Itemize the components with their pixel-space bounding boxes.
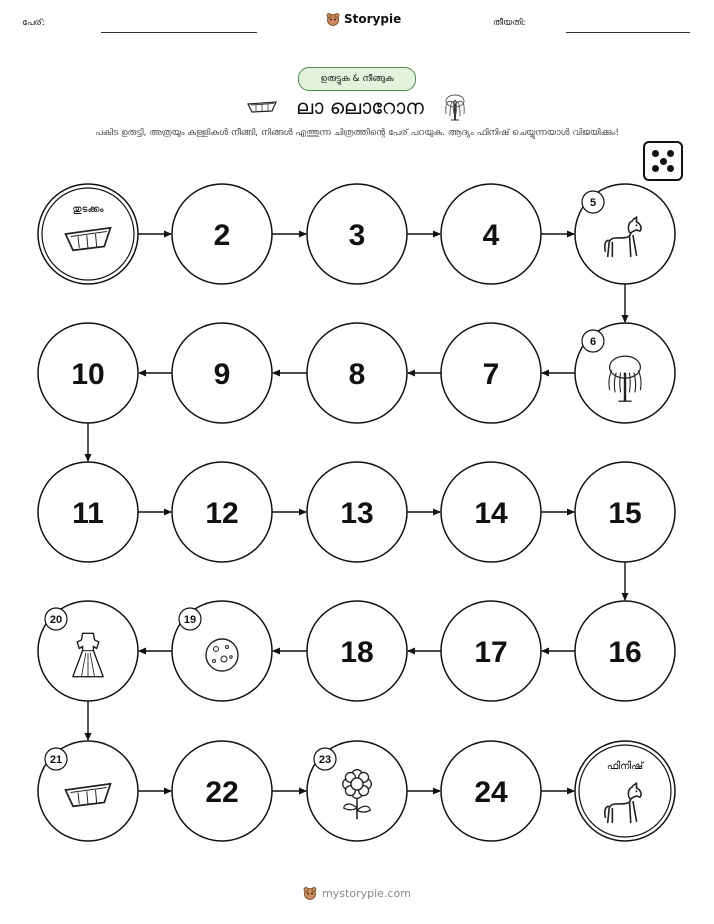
space-number: 22 — [205, 776, 239, 809]
board-space-8[interactable] — [307, 323, 407, 423]
board-space-16[interactable] — [575, 601, 675, 701]
name-label: പേര്: — [22, 18, 45, 28]
space-number: 23 — [318, 754, 332, 766]
instructions: പകിട ഉരുട്ടി, അത്രയും കള്ളികൾ നീങ്ങി, നിങ്ങൾ എത്തുന്ന ചിത്രത്തിന്റെ പേര് പറയുക. ആദ്യം ഫിനിഷ് ചെയ്യുന്നയാൾ വിജയിക്കും! — [95, 128, 619, 138]
space-number: 20 — [49, 614, 63, 626]
finish-space[interactable] — [575, 741, 675, 841]
space-number: 3 — [348, 219, 366, 252]
board-space-17[interactable] — [441, 601, 541, 701]
game-badge: ഉരുട്ടുക & നീങ്ങുക — [298, 67, 416, 91]
brand-name: Storypie — [344, 12, 402, 26]
board-space-13[interactable] — [307, 462, 407, 562]
board-space-2[interactable] — [172, 184, 272, 284]
board-space-19[interactable] — [172, 601, 272, 701]
space-number: 7 — [482, 358, 500, 391]
board-space-3[interactable] — [307, 184, 407, 284]
board-space-5[interactable] — [575, 184, 675, 284]
board-space-4[interactable] — [441, 184, 541, 284]
space-number: 14 — [474, 497, 508, 530]
footer — [0, 886, 714, 900]
board-space-11[interactable] — [38, 462, 138, 562]
page-title: ലാ ലൊറോന — [296, 95, 424, 119]
board-space-12[interactable] — [172, 462, 272, 562]
space-number: 8 — [348, 358, 366, 391]
board-space-20[interactable] — [38, 601, 138, 701]
moon-icon — [206, 639, 238, 671]
space-number: 18 — [340, 636, 374, 669]
finish-label: ഫിനിഷ് — [606, 761, 644, 772]
space-number: 13 — [340, 497, 374, 530]
space-number: 17 — [474, 636, 508, 669]
storypie-mascot-icon — [303, 886, 317, 900]
board-space-10[interactable] — [38, 323, 138, 423]
date-label: തീയതി: — [493, 18, 526, 28]
footer-url[interactable]: mystorypie.com — [322, 886, 411, 900]
space-number: 6 — [589, 336, 597, 348]
board-space-24[interactable] — [441, 741, 541, 841]
board-space-9[interactable] — [172, 323, 272, 423]
space-number: 16 — [608, 636, 642, 669]
board-space-21[interactable] — [38, 741, 138, 841]
space-number: 15 — [608, 497, 642, 530]
board-space-23[interactable] — [307, 741, 407, 841]
start-label: തുടക്കം — [72, 204, 104, 215]
board-space-18[interactable] — [307, 601, 407, 701]
space-number: 4 — [482, 219, 500, 252]
space-number: 9 — [213, 358, 231, 391]
space-number: 10 — [71, 358, 105, 391]
space-number: 11 — [72, 497, 104, 530]
space-number: 19 — [183, 614, 197, 626]
space-number: 21 — [49, 754, 63, 766]
space-number: 5 — [589, 197, 597, 209]
space-number: 12 — [205, 497, 239, 530]
board-space-7[interactable] — [441, 323, 541, 423]
start-space[interactable] — [38, 184, 138, 284]
space-number: 2 — [213, 219, 231, 252]
board-space-6[interactable] — [575, 323, 675, 423]
board-space-22[interactable] — [172, 741, 272, 841]
board-space-15[interactable] — [575, 462, 675, 562]
board-space-14[interactable] — [441, 462, 541, 562]
space-number: 24 — [474, 776, 508, 809]
